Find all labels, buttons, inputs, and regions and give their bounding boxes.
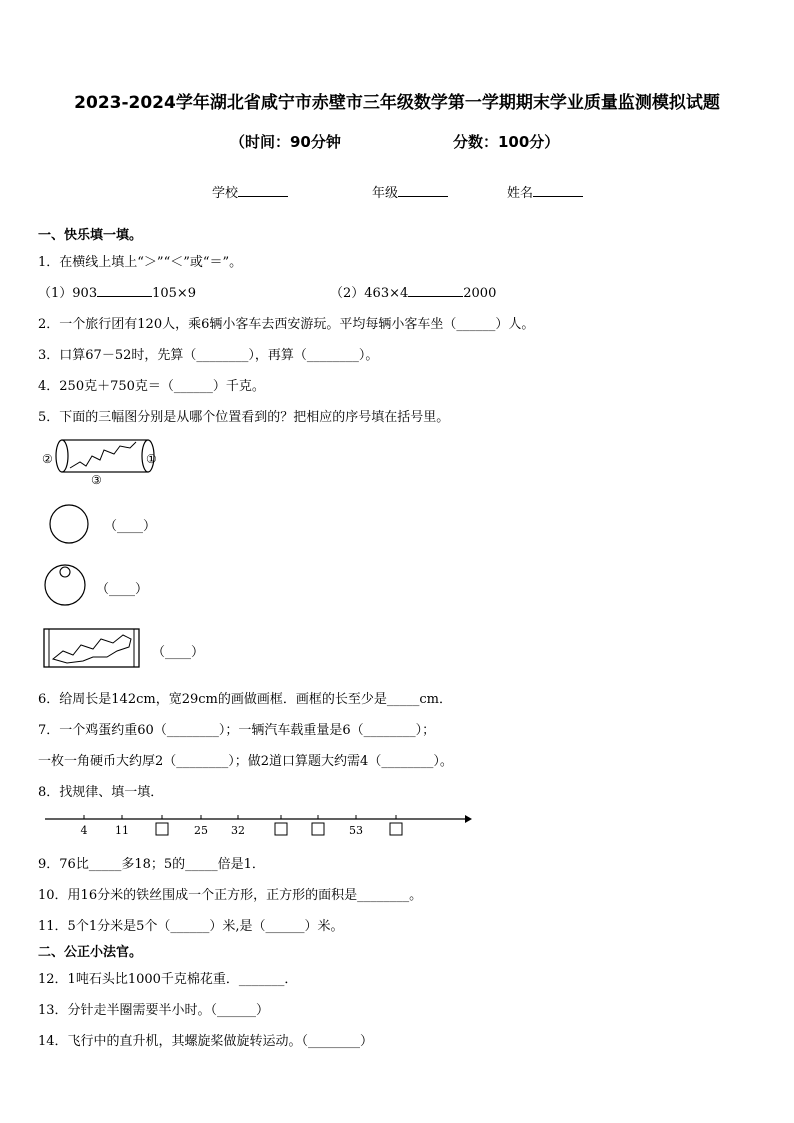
q1b-right: 2000 [463, 286, 497, 301]
question-3: 3．口算67－52时，先算（________），再算（________）。 [38, 348, 379, 363]
question-6: 6．给周长是142cm，宽29cm的画做画框．画框的长至少是_____cm． [38, 692, 452, 707]
question-7a: 7．一个鸡蛋约重60（________）；一辆汽车载重量是6（________）； [38, 723, 436, 738]
view-label-1: ① [146, 452, 157, 466]
question-11: 11．5个1分米是5个（______）米,是（______）米。 [38, 919, 344, 934]
view-circle [46, 503, 92, 545]
question-9: 9．76比_____多18；5的_____倍是1． [38, 857, 265, 872]
grade-field [372, 182, 448, 201]
question-8: 8．找规律、填一填． [38, 785, 164, 800]
view-circle-dot-answer[interactable]: （____） [96, 582, 149, 597]
cylinder-figure [40, 432, 170, 488]
number-line-label: 25 [194, 824, 208, 837]
question-1: 1．在横线上填上“＞”“＜”或“＝”。 [38, 255, 243, 270]
view-rectangle-answer[interactable]: （____） [152, 645, 205, 660]
grade-label: 年级 [372, 186, 399, 201]
view-label-2: ② [42, 452, 53, 466]
question-2: 2．一个旅行团有120人，乘6辆小客车去西安游玩。平均每辆小客车坐（______）人。 [38, 317, 535, 332]
section-1-heading: 一、快乐填一填。 [38, 228, 143, 243]
view-rectangle [43, 627, 141, 669]
view-circle-answer[interactable]: （____） [104, 519, 157, 534]
name-blank[interactable] [533, 184, 583, 197]
q1a-blank[interactable] [97, 284, 152, 297]
number-line-label: 32 [231, 824, 245, 837]
number-line-answer-box[interactable] [156, 823, 168, 835]
q1a-left: （1）903 [38, 286, 98, 301]
question-13: 13．分针走半圈需要半小时。（______） [38, 1003, 270, 1018]
number-line [40, 810, 475, 840]
school-blank[interactable] [238, 184, 288, 197]
question-10: 10．用16分米的铁丝围成一个正方形，正方形的面积是________。 [38, 888, 423, 903]
grade-blank[interactable] [398, 184, 448, 197]
q1a-right: 105×9 [152, 286, 197, 301]
cylinder-left-end [56, 440, 68, 472]
number-line-label: 11 [115, 824, 129, 837]
number-line-answer-box[interactable] [275, 823, 287, 835]
section-2-heading: 二、公正小法官。 [38, 945, 143, 960]
q1b-left: （2）463×4 [330, 286, 409, 301]
question-5: 5．下面的三幅图分别是从哪个位置看到的？把相应的序号填在括号里。 [38, 410, 450, 425]
question-4: 4．250克＋750克＝（______）千克。 [38, 379, 265, 394]
question-12: 12．1吨石头比1000千克棉花重．_______． [38, 972, 298, 987]
cylinder-body [62, 440, 148, 472]
question-1a [38, 282, 196, 301]
school-label: 学校 [212, 186, 239, 201]
number-line-label: 4 [80, 824, 88, 837]
view-circle-dot [42, 563, 88, 607]
exam-score: 分数：100分） [453, 133, 560, 151]
name-field [507, 182, 583, 201]
number-line-answer-box[interactable] [390, 823, 402, 835]
question-7b: 一枚一角硬币大约厚2（________）；做2道口算题大约需4（________）。 [38, 754, 453, 769]
page-title: 2023-2024学年湖北省咸宁市赤壁市三年级数学第一学期期末学业质量监测模拟试题 [74, 93, 720, 113]
question-1b [330, 282, 496, 301]
name-label: 姓名 [507, 186, 534, 201]
q1b-blank[interactable] [408, 284, 463, 297]
number-line-label: 53 [349, 824, 363, 837]
school-field [212, 182, 288, 201]
question-14: 14．飞行中的直升机，其螺旋桨做旋转运动。（________） [38, 1034, 374, 1049]
exam-time: （时间：90分钟 [230, 133, 341, 151]
view-label-3: ③ [91, 473, 102, 487]
number-line-answer-box[interactable] [312, 823, 324, 835]
